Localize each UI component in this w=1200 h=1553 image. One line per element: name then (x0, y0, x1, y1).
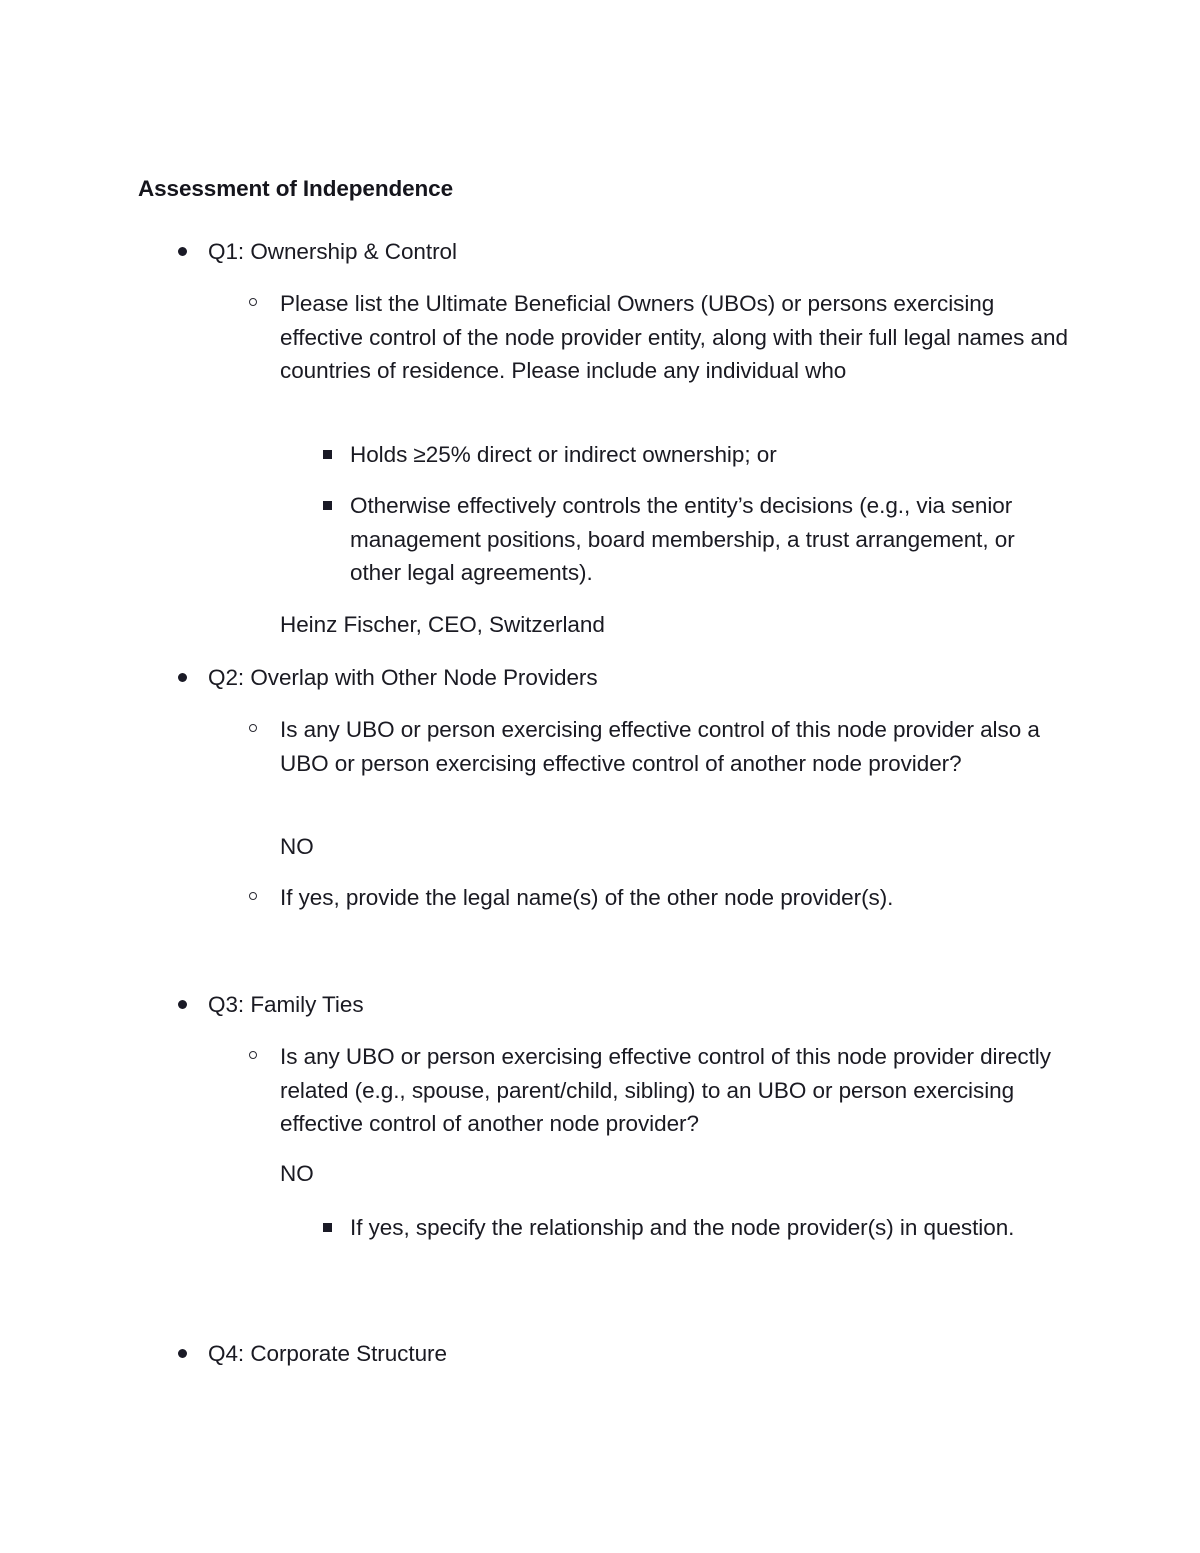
list-item-label: Q4: Corporate Structure (208, 1341, 447, 1366)
list-item-q3-followup (350, 1211, 1070, 1245)
list-item-q2-followup (280, 881, 1070, 915)
answer-q1 (280, 608, 1070, 642)
list-item-label: Q3: Family Ties (208, 992, 364, 1017)
bullet-disc-icon (178, 673, 187, 682)
list-item-q1-prompt (280, 287, 1070, 388)
list-item-label: Is any UBO or person exercising effective control of this node provider directly related (e.g., spouse, parent/child, sibling) to an UBO or person exercising effective control of another node provider? (280, 1044, 1051, 1137)
list-item-label: Please list the Ultimate Beneficial Owners (UBOs) or persons exercising effective control of the node provider entity, along with their full legal names and countries of residence. Please include any individual who (280, 291, 1068, 384)
list-item-q1-criterion-1 (350, 438, 1070, 472)
bullet-square-icon (323, 1223, 332, 1232)
bullet-circle-icon (249, 724, 257, 732)
list-item-label: Q1: Ownership & Control (208, 239, 457, 264)
list-item-label: Holds ≥25% direct or indirect ownership; or (350, 442, 777, 467)
bullet-disc-icon (178, 1349, 187, 1358)
list-item-label: Otherwise effectively controls the entity’s decisions (e.g., via senior management positions, board membership, a trust arrangement, or other legal agreements). (350, 493, 1015, 586)
list-item-q1-heading (208, 235, 1068, 269)
page-title: Assessment of Independence (138, 176, 453, 201)
answer-q2 (280, 830, 1070, 864)
list-item-label: Is any UBO or person exercising effective control of this node provider also a UBO or person exercising effective control of another node provider? (280, 717, 1040, 776)
bullet-square-icon (323, 501, 332, 510)
list-item-label: If yes, specify the relationship and the node provider(s) in question. (350, 1215, 1015, 1240)
answer-text: Heinz Fischer, CEO, Switzerland (280, 612, 605, 637)
bullet-square-icon (323, 450, 332, 459)
list-item-q4-heading (208, 1337, 1068, 1371)
answer-q3 (280, 1157, 1070, 1191)
answer-text: NO (280, 1161, 314, 1186)
list-item-q1-criterion-2 (350, 489, 1070, 590)
list-item-q3-prompt (280, 1040, 1080, 1141)
bullet-circle-icon (249, 892, 257, 900)
bullet-disc-icon (178, 247, 187, 256)
list-item-label: Q2: Overlap with Other Node Providers (208, 665, 598, 690)
list-item-q3-heading (208, 988, 1068, 1022)
list-item-label: If yes, provide the legal name(s) of the other node provider(s). (280, 885, 894, 910)
bullet-circle-icon (249, 1051, 257, 1059)
answer-text: NO (280, 834, 314, 859)
bullet-disc-icon (178, 1000, 187, 1009)
list-item-q2-heading (208, 661, 1068, 695)
bullet-circle-icon (249, 298, 257, 306)
list-item-q2-prompt (280, 713, 1070, 780)
